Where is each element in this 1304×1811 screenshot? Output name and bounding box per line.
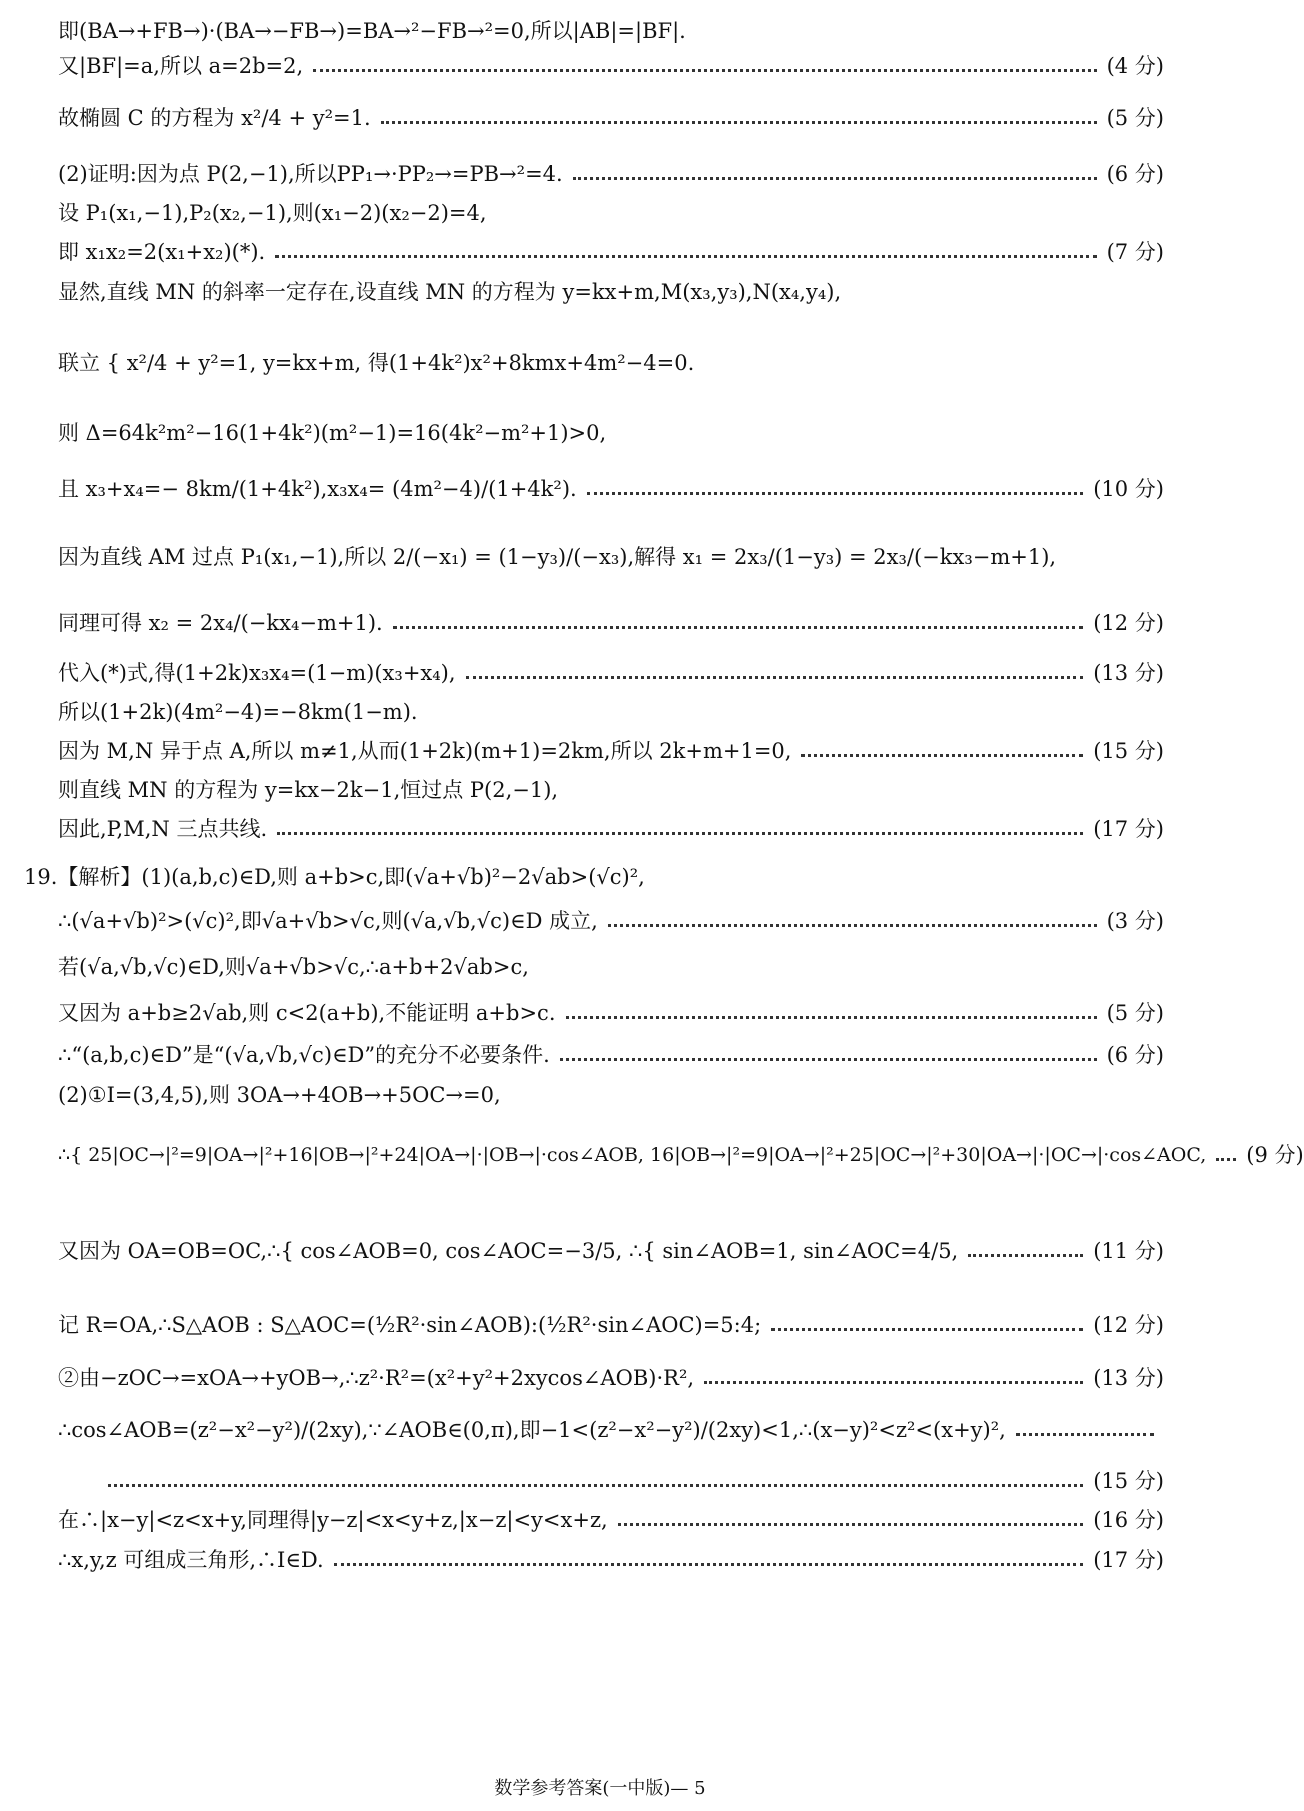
line-24-system: ∴{ 25|OC→|²=9|OA→|²+16|OB→|²+24|OA→|·|OB→|·cos∠AOB, 16|OB→|²=9|OA→|²+25|OC→|²+30|OA→|·|OC→|·cos∠AOC, (9 分) [58,1140,1164,1170]
line-22: ∴“(a,b,c)∈D”是“(√a,√b,√c)∈D”的充分不必要条件. (6 分) [58,1040,1164,1070]
line-30: 在∴|x−y|<z<x+y,同理得|y−z|<x<y+z,|x−z|<y<x+z, (16 分) [58,1505,1164,1535]
line-17: 因此,P,M,N 三点共线. (17 分) [58,814,1164,844]
line-11: 因为直线 AM 过点 P₁(x₁,−1),所以 2/(−x₁) = (1−y₃)/(−x₃),解得 x₁ = 2x₃/(1−y₃) = 2x₃/(−kx₃−m+1), [58,545,1057,569]
score: (4 分) [1106,54,1164,78]
line-15: 因为 M,N 异于点 A,所以 m≠1,从而(1+2k)(m+1)=2km,所以 2k+m+1=0, (15 分) [58,736,1164,766]
line-5: 设 P₁(x₁,−1),P₂(x₂,−1),则(x₁−2)(x₂−2)=4, [58,201,487,225]
score: (3 分) [1106,909,1164,933]
score: (12 分) [1093,611,1164,635]
leader-dots [771,1328,1083,1331]
leader-dots [573,177,1097,180]
line-6: 即 x₁x₂=2(x₁+x₂)(*). (7 分) [58,237,1164,267]
line-10: 且 x₃+x₄=− 8km/(1+4k²),x₃x₄= (4m²−4)/(1+4k²). (10 分) [58,474,1164,504]
leader-dots [560,1058,1097,1061]
leader-dots [587,492,1084,495]
score: (6 分) [1106,162,1164,186]
line-31: ∴x,y,z 可组成三角形,∴I∈D. (17 分) [58,1545,1164,1575]
score: (6 分) [1106,1043,1164,1067]
line-9: 则 Δ=64k²m²−16(1+4k²)(m²−1)=16(4k²−m²+1)>0, [58,421,607,445]
leader-dots [1216,1158,1236,1161]
line-14: 所以(1+2k)(4m²−4)=−8km(1−m). [58,700,418,724]
line-29 [58,1466,1164,1496]
score: (12 分) [1093,1313,1164,1337]
leader-dots [704,1381,1083,1384]
line-19: ∴(√a+√b)²>(√c)²,即√a+√b>√c,则(√a,√b,√c)∈D 成立, (3 分) [58,906,1164,936]
leader-dots [801,754,1083,757]
line-21: 又因为 a+b≥2√ab,则 c<2(a+b),不能证明 a+b>c. (5 分) [58,998,1164,1028]
leader-dots [393,626,1084,629]
leader-dots [313,69,1096,72]
score: (16 分) [1093,1508,1164,1532]
score: (5 分) [1106,106,1164,130]
line-1: 即(BA→+FB→)·(BA→−FB→)=BA→²−FB→²=0,所以|AB|=|BF|. [58,19,686,43]
score: (13 分) [1093,661,1164,685]
leader-dots [108,1484,1083,1487]
line-23: (2)①I=(3,4,5),则 3OA→+4OB→+5OC→=0, [58,1083,501,1107]
score: (15 分) [1093,1469,1164,1493]
score: (17 分) [1093,1548,1164,1572]
line-26: 记 R=OA,∴S△AOB : S△AOC=(½R²·sin∠AOB):(½R²·sin∠AOC)=5:4; (12 分) [58,1310,1164,1340]
leader-dots [277,832,1083,835]
line-13: 代入(*)式,得(1+2k)x₃x₄=(1−m)(x₃+x₄), (13 分) [58,658,1164,688]
leader-dots [381,121,1097,124]
page-footer: 数学参考答案(一中版)— 5 [494,1778,706,1799]
score: (5 分) [1106,1001,1164,1025]
score: (15 分) [1093,739,1164,763]
score: (11 分) [1093,1239,1164,1263]
leader-dots [466,676,1084,679]
score: (13 分) [1093,1366,1164,1390]
line-4: (2)证明:因为点 P(2,−1),所以PP₁→·PP₂→=PB→²=4. (6 分) [58,159,1164,189]
leader-dots [608,924,1097,927]
line-16: 则直线 MN 的方程为 y=kx−2k−1,恒过点 P(2,−1), [58,778,559,802]
line-12: 同理可得 x₂ = 2x₄/(−kx₄−m+1). (12 分) [58,608,1164,638]
line-2: 又|BF|=a,所以 a=2b=2, (4 分) [58,51,1164,81]
leader-dots [968,1254,1083,1257]
line-18-problem-19: 19.【解析】(1)(a,b,c)∈D,则 a+b>c,即(√a+√b)²−2√ab>(√c)², [24,865,645,889]
score: (7 分) [1106,240,1164,264]
leader-dots [618,1523,1084,1526]
score: (9 分) [1246,1143,1304,1167]
line-3: 故椭圆 C 的方程为 x²/4 + y²=1. (5 分) [58,103,1164,133]
line-8-system: 联立 { x²/4 + y²=1, y=kx+m, 得(1+4k²)x²+8kmx+4m²−4=0. [58,351,695,375]
leader-dots [1016,1433,1154,1436]
line-28: ∴cos∠AOB=(z²−x²−y²)/(2xy),∵∠AOB∈(0,π),即−1<(z²−x²−y²)/(2xy)<1,∴(x−y)²<z²<(x+y)², [58,1415,1164,1445]
leader-dots [566,1016,1097,1019]
line-25-system: 又因为 OA=OB=OC,∴{ cos∠AOB=0, cos∠AOC=−3/5, ∴{ sin∠AOB=1, sin∠AOC=4/5, (11 分) [58,1236,1164,1266]
score: (17 分) [1093,817,1164,841]
score: (10 分) [1093,477,1164,501]
line-27: ②由−zOC→=xOA→+yOB→,∴z²·R²=(x²+y²+2xycos∠AOB)·R², (13 分) [58,1363,1164,1393]
leader-dots [275,255,1096,258]
leader-dots [334,1563,1084,1566]
line-7: 显然,直线 MN 的斜率一定存在,设直线 MN 的方程为 y=kx+m,M(x₃,y₃),N(x₄,y₄), [58,280,842,304]
line-20: 若(√a,√b,√c)∈D,则√a+√b>√c,∴a+b+2√ab>c, [58,955,529,979]
